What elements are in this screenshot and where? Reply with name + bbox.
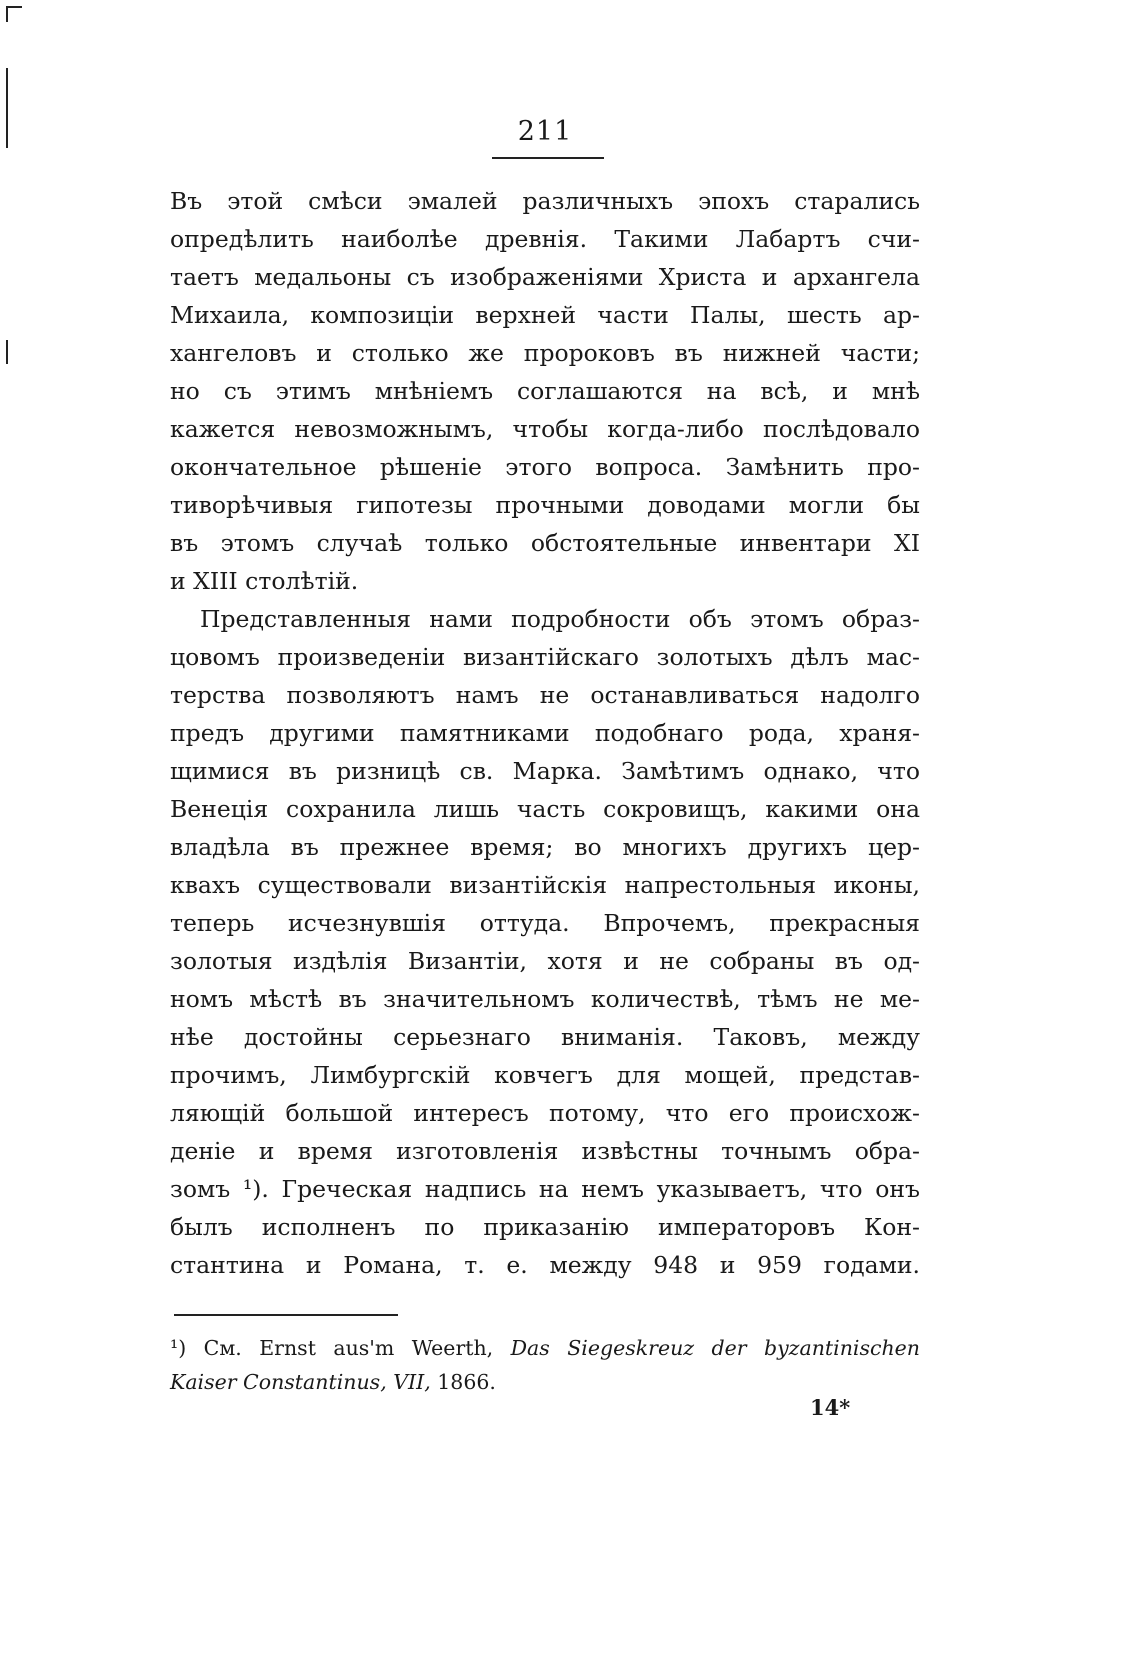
scan-mark (6, 340, 8, 364)
scan-mark (6, 6, 22, 8)
text-line: тиворѣчивыя гипотезы прочными доводами могли бы (170, 491, 920, 519)
text-line: таетъ медальоны съ изображеніями Христа и архангела (170, 263, 920, 291)
text-line: ляющій большой интересъ потому, что его происхож- (170, 1099, 920, 1127)
text-line: квахъ существовали византійскія напрестольныя иконы, (170, 871, 920, 899)
footnote-year: 1866. (430, 1370, 496, 1394)
text-line: зомъ ¹). Греческая надпись на немъ указываетъ, что онъ (170, 1175, 920, 1203)
footnote-marker: ¹) (170, 1336, 187, 1360)
scan-mark (6, 68, 8, 148)
page-number: 211 (517, 116, 573, 147)
text-line: стантина и Романа, т. е. между 948 и 959 годами. (170, 1251, 920, 1279)
text-line: Въ этой смѣси эмалей различныхъ эпохъ старались (170, 187, 920, 215)
text-line: окончательное рѣшеніе этого вопроса. Замѣнить про- (170, 453, 920, 481)
footnote-title-cont: Kaiser Constantinus, VII, (170, 1370, 431, 1394)
text-line: прочимъ, Лимбургскій ковчегъ для мощей, представ- (170, 1061, 920, 1089)
text-line: номъ мѣстѣ въ значительномъ количествѣ, тѣмъ не ме- (170, 985, 920, 1013)
text-line: и XIII столѣтій. (170, 567, 359, 595)
scan-mark (6, 6, 8, 22)
signature-mark: 14* (810, 1395, 851, 1420)
footnote-author: См. Ernst aus'm Weerth, (203, 1336, 511, 1360)
footnote-title: Das Siegeskreuz der byzantinischen (510, 1336, 920, 1360)
text-line: но съ этимъ мнѣніемъ соглашаются на всѣ, и мнѣ (170, 377, 920, 405)
text-line: теперь исчезнувшія оттуда. Впрочемъ, прекрасныя (170, 909, 920, 937)
text-line: опредѣлить наиболѣе древнія. Такими Лабартъ счи- (170, 225, 920, 253)
footnote-line (170, 1366, 920, 1398)
text-line: владѣла въ прежнее время; во многихъ другихъ цер- (170, 833, 920, 861)
text-line: кажется невозможнымъ, чтобы когда-либо послѣдовало (170, 415, 920, 443)
text-line: золотыя издѣлія Византіи, хотя и не собраны въ од- (170, 947, 920, 975)
text-line: терства позволяютъ намъ не останавливаться надолго (170, 681, 920, 709)
text-line: предъ другими памятниками подобнаго рода, храня- (170, 719, 920, 747)
text-line: въ этомъ случаѣ только обстоятельные инвентари XI (170, 529, 920, 557)
text-line: цовомъ произведеніи византійскаго золотыхъ дѣлъ мас- (170, 643, 920, 671)
text-line: Венеція сохранила лишь часть сокровищъ, какими она (170, 795, 920, 823)
page-number-rule (492, 157, 604, 159)
text-line: былъ исполненъ по приказанію императоровъ Кон- (170, 1213, 920, 1241)
footnote-line (170, 1332, 920, 1364)
text-line: хангеловъ и столько же пророковъ въ нижней части; (170, 339, 920, 367)
text-line: нѣе достойны серьезнаго вниманія. Таковъ, между (170, 1023, 920, 1051)
text-line: деніе и время изготовленія извѣстны точнымъ обра- (170, 1137, 920, 1165)
text-line: щимися въ ризницѣ св. Марка. Замѣтимъ однако, что (170, 757, 920, 785)
text-line: Представленныя нами подробности объ этомъ образ- (200, 605, 920, 633)
text-line: Михаила, композиціи верхней части Палы, шесть ар- (170, 301, 920, 329)
footnote-rule (174, 1314, 398, 1316)
